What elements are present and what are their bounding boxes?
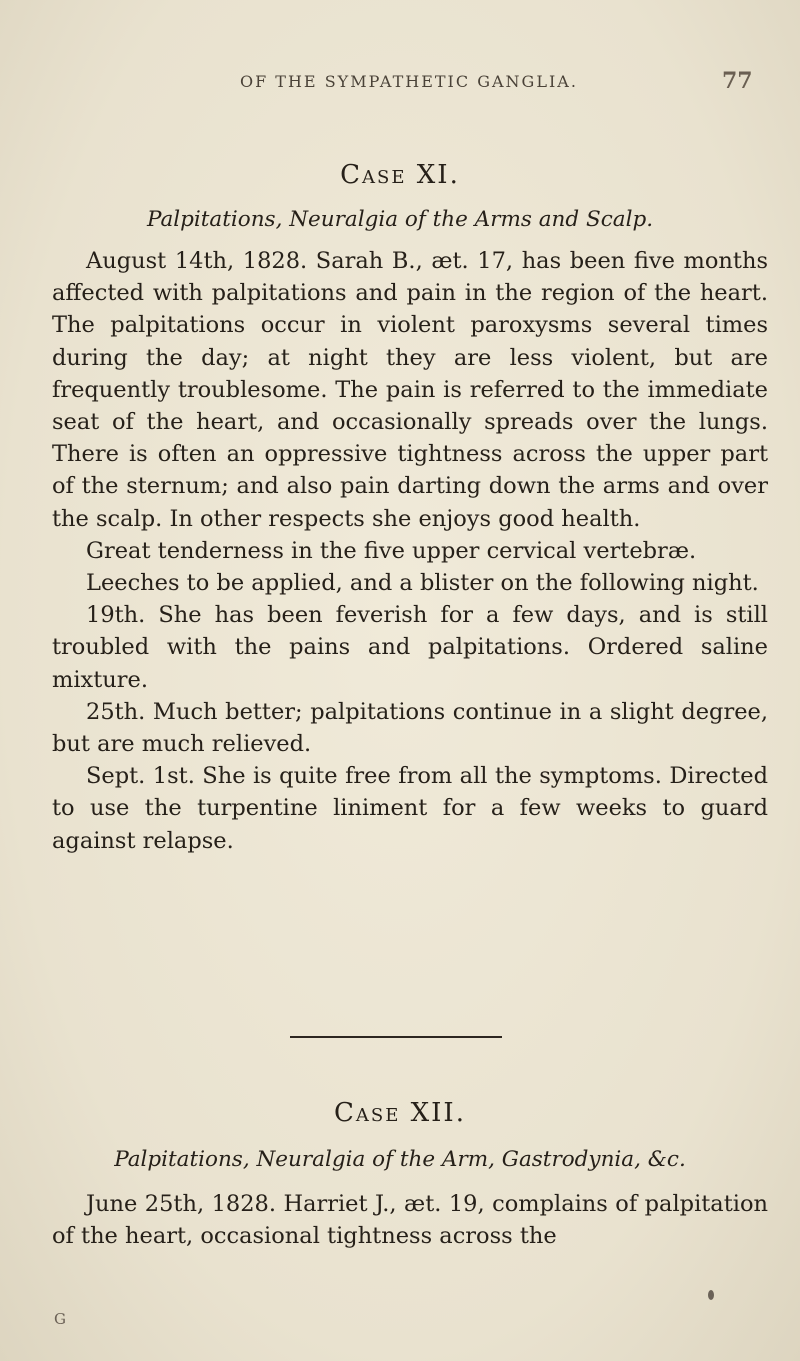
case-11-heading: Case XI. bbox=[340, 160, 460, 190]
case-11-title: Palpitations, Neuralgia of the Arms and Scalp. bbox=[146, 207, 654, 232]
case-11-paragraph: Sept. 1st. She is quite free from all the symptoms. Directed to use the turpentine liniment for a few weeks to guard against relapse. bbox=[52, 763, 768, 854]
signature-mark: G bbox=[54, 1310, 66, 1328]
case-11-paragraph: Leeches to be applied, and a blister on the following night. bbox=[86, 570, 759, 597]
page-number: 77 bbox=[722, 68, 753, 94]
running-head: OF THE SYMPATHETIC GANGLIA. bbox=[240, 72, 578, 91]
case-12-heading: Case XII. bbox=[334, 1098, 466, 1128]
case-11-paragraph: August 14th, 1828. Sarah B., æt. 17, has been five months affected with palpitations and pain in the region of the heart. The palpitations occur in violent paroxysms several times during the day; at night they are less violent, but are frequently troublesome. The pain is referred to the immediate seat of the heart, and occasionally spreads over the lungs. There is often an oppressive tightness across the upper part of the sternum; and also pain darting down the arms and over the scalp. In other respects she enjoys good health. bbox=[52, 248, 768, 532]
case-11-paragraph: 19th. She has been feverish for a few days, and is still troubled with the pains and palpitations. Ordered saline mixture. bbox=[52, 602, 768, 693]
case-11-body bbox=[52, 245, 768, 857]
case-12-title: Palpitations, Neuralgia of the Arm, Gastrodynia, &c. bbox=[114, 1147, 686, 1172]
case-12-body bbox=[52, 1188, 768, 1252]
case-11-paragraph: 25th. Much better; palpitations continue in a slight degree, but are much relieved. bbox=[52, 698, 768, 758]
case-11-paragraph: Great tenderness in the five upper cervical vertebræ. bbox=[86, 537, 697, 564]
ink-speck bbox=[708, 1290, 714, 1300]
section-divider bbox=[290, 1036, 502, 1038]
case-12-paragraph: June 25th, 1828. Harriet J., æt. 19, complains of palpitation of the heart, occasional tightness across the bbox=[52, 1191, 768, 1250]
